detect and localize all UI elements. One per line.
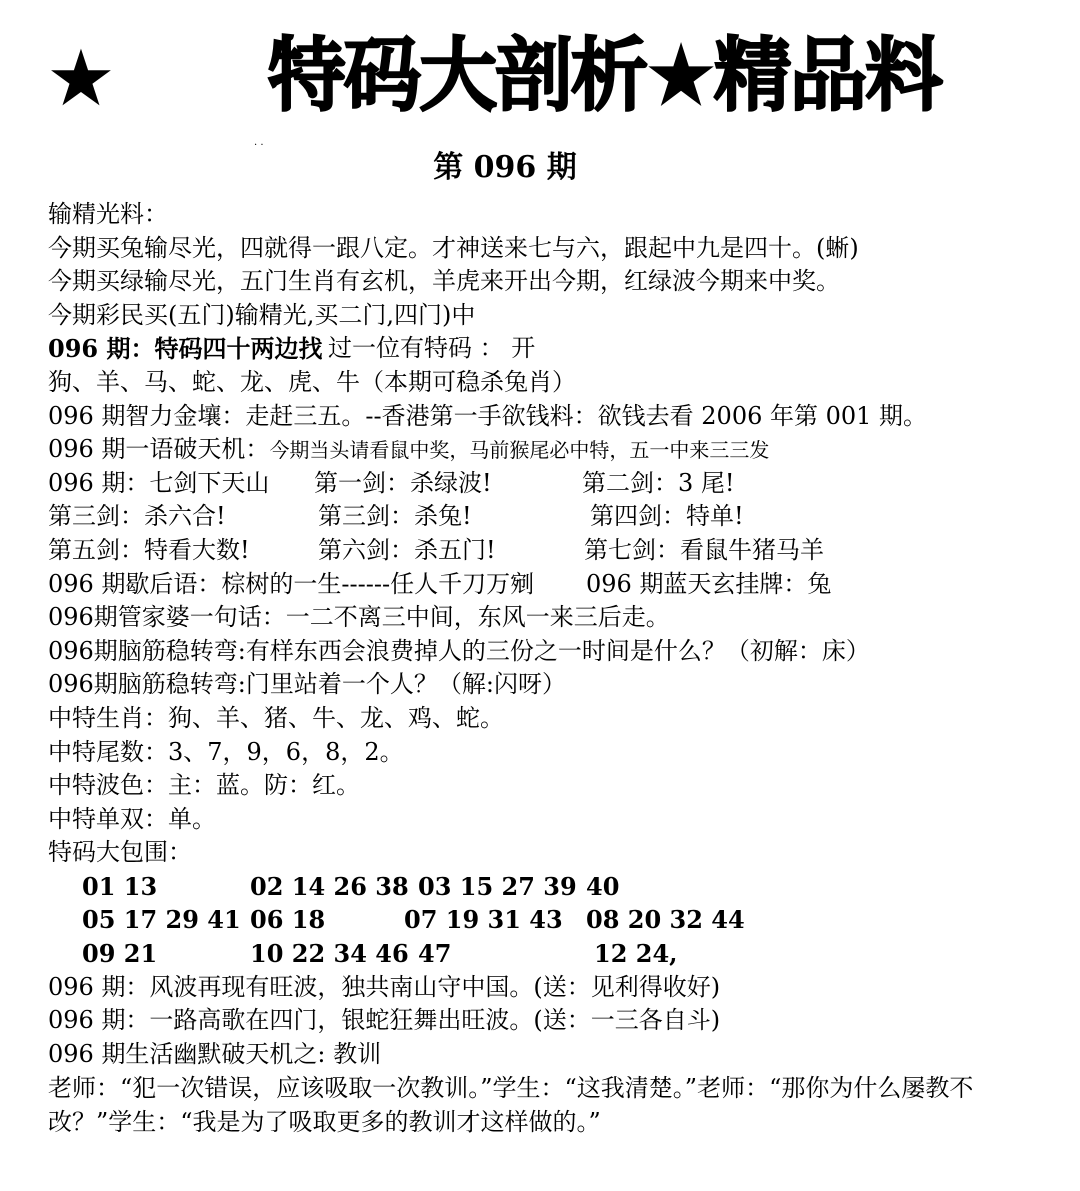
line-8-b: 今期当头请看鼠中奖，马前猴尾必中特，五一中来三三发 xyxy=(269,438,770,463)
line-15: 096期脑筋稳转弯:门里站着一个人？（解:闪呀） xyxy=(48,670,566,699)
number-group: 09 21 xyxy=(82,939,158,969)
number-row-3 xyxy=(48,937,1048,971)
number-group: 40 xyxy=(586,871,620,901)
line-12-b: 096 期蓝天玄挂牌：兔 xyxy=(586,569,832,598)
line-11-c: 第七剑：看鼠牛猪马羊 xyxy=(584,535,824,564)
line-4: 今期彩民买(五门)输精光,买二门,四门)中 xyxy=(48,300,476,329)
number-row-2 xyxy=(48,903,1048,937)
number-group: 47 xyxy=(418,939,452,969)
line-10-b: 第三剑：杀兔! xyxy=(318,502,472,531)
line-25: 096 期：一路高歌在四门，银蛇狂舞出旺波。(送：一三各自斗) xyxy=(48,1006,721,1035)
number-group: 06 18 xyxy=(250,905,326,935)
line-13: 096期管家婆一句话：一二不离三中间，东风一来三后走。 xyxy=(48,603,670,632)
line-11-a: 第五剑：特看大数! xyxy=(48,535,250,564)
page-title: 特码大剖析★精品料 xyxy=(268,29,941,122)
issue-number: 第 096 期 xyxy=(433,150,577,185)
line-11-b: 第六剑：杀五门! xyxy=(318,535,496,564)
line-16: 中特生肖：狗、羊、猪、牛、龙、鸡、蛇。 xyxy=(48,703,504,732)
line-3: 今期买绿输尽光，五门生肖有玄机，羊虎来开出今期，红绿波今期来中奖。 xyxy=(48,267,840,296)
line-18: 中特波色：主：蓝。防：红。 xyxy=(48,771,360,800)
line-10-c: 第四剑：特单! xyxy=(590,502,744,531)
line-14: 096期脑筋稳转弯:有样东西会浪费掉人的三份之一时间是什么？（初解：床） xyxy=(48,636,870,665)
number-row-1 xyxy=(48,870,1048,904)
line-2: 今期买兔输尽光，四就得一跟八定。才神送来七与六，跟起中九是四十。(蜥) xyxy=(48,233,859,262)
line-12 xyxy=(48,568,1048,602)
number-group: 10 22 34 46 xyxy=(250,939,409,969)
number-group: 05 17 29 41 xyxy=(82,905,241,935)
number-group: 02 14 26 38 xyxy=(250,871,409,901)
line-5-b: 过一位有特码 ： 开 xyxy=(328,334,536,363)
line-19: 中特单双：单。 xyxy=(48,804,216,833)
number-group: 12 24, xyxy=(594,939,678,969)
line-5 xyxy=(48,332,1048,366)
line-8-a: 096 期一语破天机： xyxy=(48,435,270,464)
line-9 xyxy=(48,467,1048,501)
line-6: 狗、羊、马、蛇、龙、虎、牛（本期可稳杀兔肖） xyxy=(48,367,576,396)
line-8 xyxy=(48,433,1048,467)
line-26: 096 期生活幽默破天机之: 教训 xyxy=(48,1039,382,1068)
line-9-b: 第一剑：杀绿波! xyxy=(314,468,492,497)
line-9-c: 第二剑：3 尾! xyxy=(582,468,735,497)
number-group: 01 13 xyxy=(82,871,158,901)
document-body xyxy=(48,198,1048,1139)
line-20: 特码大包围： xyxy=(48,838,192,867)
line-9-a: 096 期：七剑下天山 xyxy=(48,468,270,497)
star-icon: ★ xyxy=(46,34,116,124)
line-17: 中特尾数：3、7，9，6，8，2。 xyxy=(48,737,404,766)
line-27: 老师：“犯一次错误，应该吸取一次教训。”学生：“这我清楚。”老师：“那你为什么屡教不改？”学生：“我是为了吸取更多的教训才这样做的。” xyxy=(48,1074,974,1137)
dots: . . xyxy=(254,137,264,148)
number-group: 03 15 27 39 xyxy=(418,871,577,901)
line-7: 096 期智力金壤：走赶三五。--香港第一手欲钱料：欲钱去看 2006 年第 001 期。 xyxy=(48,401,928,430)
line-10 xyxy=(48,500,1048,534)
line-11 xyxy=(48,534,1048,568)
line-12-a: 096 期歇后语：棕树的一生------任人千刀万剜 xyxy=(48,569,535,598)
number-group: 07 19 31 43 xyxy=(404,905,563,935)
line-1: 输精光料： xyxy=(48,200,168,228)
line-5-a: 096 期：特码四十两边找 xyxy=(48,334,323,364)
line-10-a: 第三剑：杀六合! xyxy=(48,502,226,531)
page-header xyxy=(0,0,1080,185)
line-24: 096 期：风波再现有旺波，独共南山守中国。(送：见利得收好) xyxy=(48,972,721,1001)
number-group: 08 20 32 44 xyxy=(586,905,745,935)
